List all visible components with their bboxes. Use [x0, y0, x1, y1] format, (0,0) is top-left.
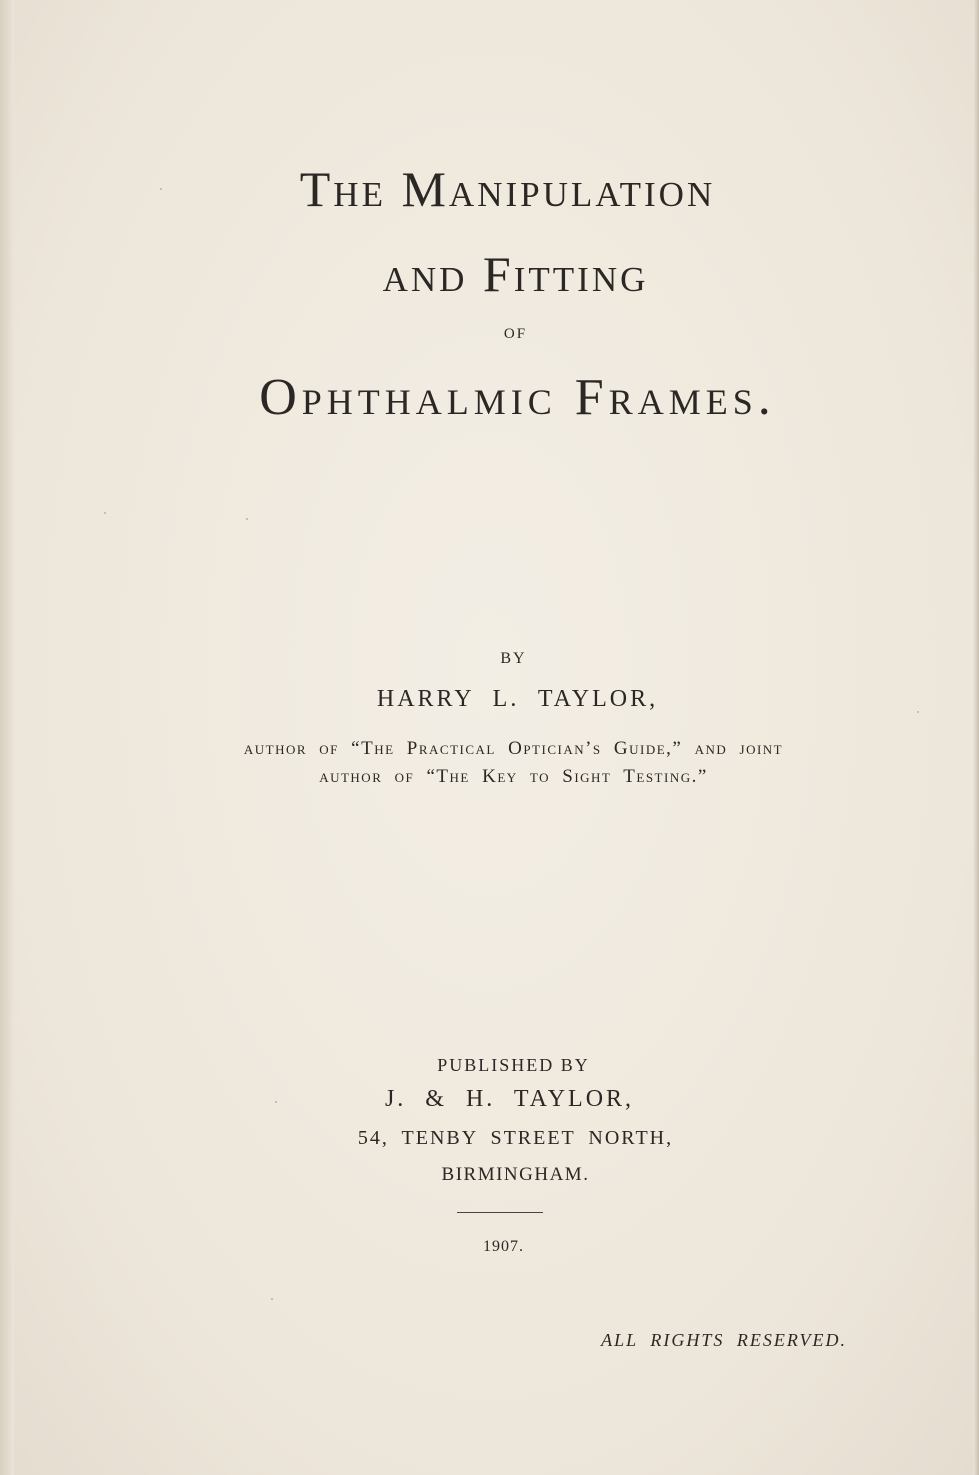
title-line-3: Ophthalmic Frames. [259, 369, 776, 426]
paper-speck [104, 512, 106, 514]
author-credentials-line-2: author of “The Key to Sight Testing.” [319, 766, 708, 787]
author-credentials-line-1: author of “The Practical Optician’s Guide,” and joint [243, 738, 784, 759]
publisher-name: J. & H. TAYLOR, [384, 1086, 635, 1112]
published-by-label: PUBLISHED BY [437, 1055, 590, 1075]
divider-rule [457, 1212, 543, 1213]
publisher-city: BIRMINGHAM. [441, 1164, 590, 1185]
paper-speck [160, 188, 162, 190]
publication-year: 1907. [483, 1238, 524, 1255]
paper-speck [275, 1101, 277, 1103]
by-label: BY [500, 650, 527, 667]
publisher-address: 54, TENBY STREET NORTH, [357, 1127, 674, 1149]
title-line-1: The Manipulation [299, 161, 716, 217]
paper-speck [246, 518, 248, 520]
author-name: HARRY L. TAYLOR, [376, 686, 659, 712]
paper-speck [917, 711, 919, 713]
title-of: OF [503, 326, 528, 342]
title-line-2: and Fitting [382, 246, 649, 302]
paper-speck [271, 1298, 273, 1300]
rights-notice: ALL RIGHTS RESERVED. [601, 1330, 847, 1350]
